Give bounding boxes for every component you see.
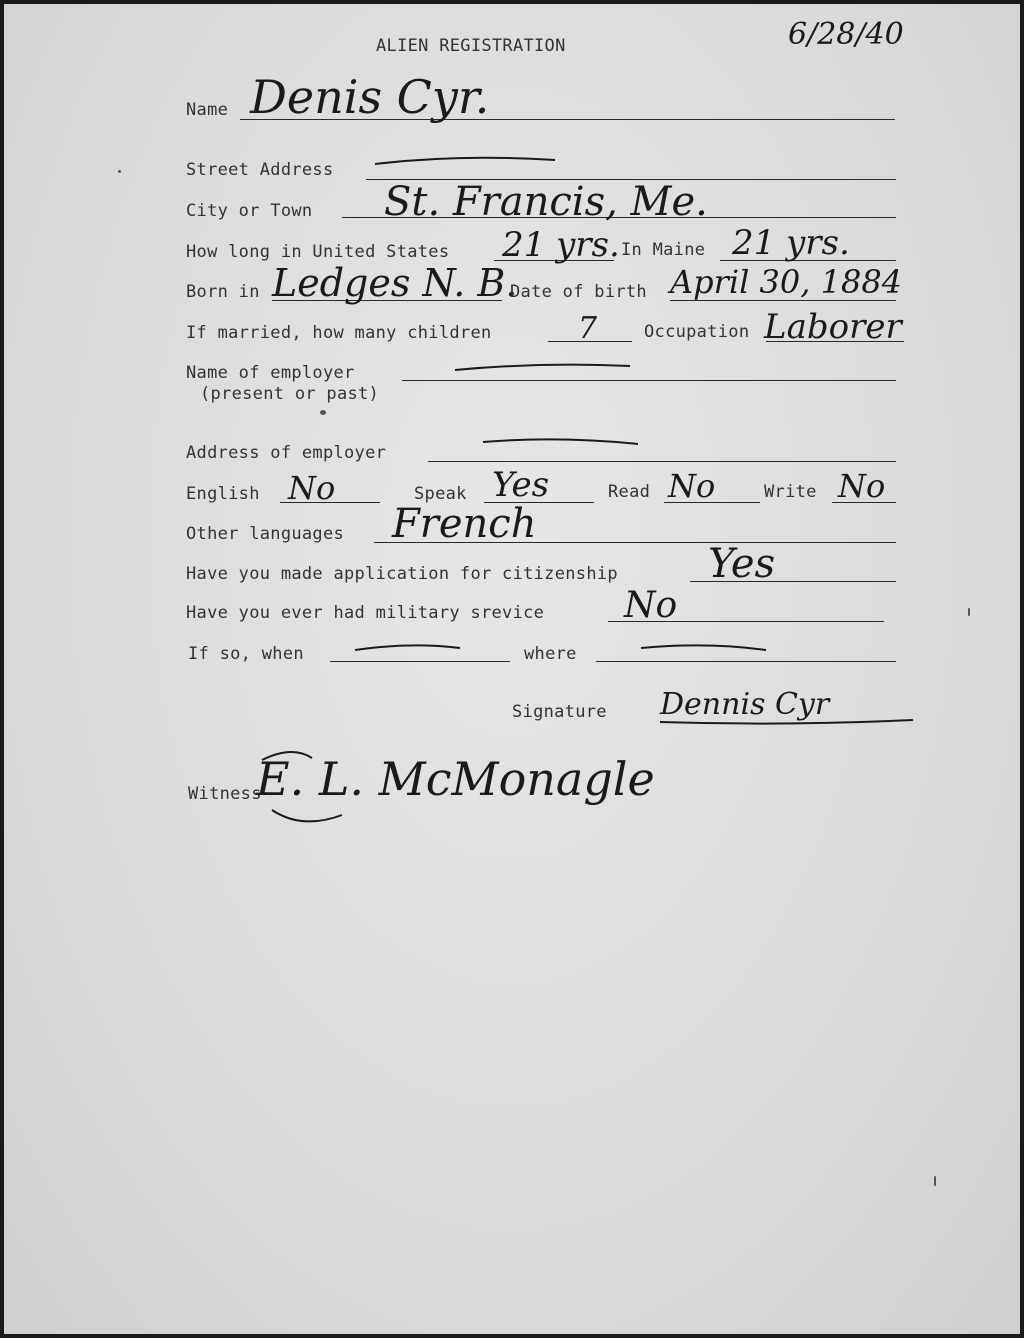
- other-languages-value: French: [392, 501, 537, 547]
- employer-address-label: Address of employer: [186, 443, 387, 463]
- citizenship-value: Yes: [708, 541, 776, 587]
- english-label: English: [186, 484, 260, 504]
- witness-signature: E. L. McMonagle: [256, 752, 655, 806]
- married-label: If married, how many children: [186, 323, 492, 343]
- margin-mark: [118, 170, 121, 173]
- signature-value: Dennis Cyr: [660, 687, 830, 722]
- born-in-label: Born in: [186, 282, 260, 302]
- years-us-value: 21 yrs.: [502, 225, 620, 265]
- ink-speck: [320, 410, 326, 415]
- dob-label: Date of birth: [510, 282, 647, 302]
- read-value: No: [668, 467, 716, 505]
- born-in-value: Ledges N. B.: [272, 261, 518, 305]
- signature-label: Signature: [512, 702, 607, 722]
- if-so-label: If so, when: [188, 644, 304, 664]
- military-value: No: [624, 585, 678, 626]
- when-line: [330, 661, 510, 662]
- where-blank-dash: [636, 642, 776, 656]
- occupation-label: Occupation: [644, 322, 750, 342]
- citizenship-label: Have you made application for citizenship: [186, 564, 618, 584]
- margin-mark: [934, 1176, 936, 1186]
- city-value: St. Francis, Me.: [384, 179, 708, 225]
- occupation-value: Laborer: [764, 307, 902, 347]
- witness-flourish: [252, 740, 372, 830]
- employer-line: [402, 380, 896, 381]
- write-label: Write: [764, 482, 817, 502]
- how-long-label: How long in United States: [186, 242, 450, 262]
- employer-sub-label: (present or past): [200, 384, 380, 404]
- employer-blank-dash: [450, 360, 640, 376]
- document-page: [4, 4, 1020, 1334]
- other-languages-label: Other languages: [186, 524, 345, 544]
- name-value: Denis Cyr.: [250, 70, 490, 124]
- city-label: City or Town: [186, 201, 313, 221]
- form-title: ALIEN REGISTRATION: [376, 36, 566, 56]
- military-label: Have you ever had military srevice: [186, 603, 545, 623]
- read-label: Read: [608, 482, 651, 502]
- employer-label: Name of employer: [186, 363, 355, 383]
- in-maine-label: In Maine: [621, 240, 706, 260]
- street-label: Street Address: [186, 160, 334, 180]
- employer-address-blank-dash: [478, 436, 648, 452]
- employer-address-line: [428, 461, 896, 462]
- when-blank-dash: [350, 642, 470, 656]
- name-label: Name: [186, 100, 229, 120]
- dob-value: April 30, 1884: [670, 263, 903, 301]
- margin-mark: [968, 608, 970, 616]
- signature-underline: [658, 716, 918, 730]
- witness-label: Witness: [188, 784, 262, 804]
- english-value: No: [288, 469, 336, 507]
- speak-label: Speak: [414, 484, 467, 504]
- write-value: No: [838, 467, 886, 505]
- years-maine-value: 21 yrs.: [732, 223, 850, 263]
- speak-value: Yes: [492, 465, 550, 505]
- form-date: 6/28/40: [788, 17, 904, 52]
- where-label: where: [524, 644, 577, 664]
- street-blank-dash: [370, 152, 570, 172]
- children-value: 7: [578, 311, 598, 346]
- where-line: [596, 661, 896, 662]
